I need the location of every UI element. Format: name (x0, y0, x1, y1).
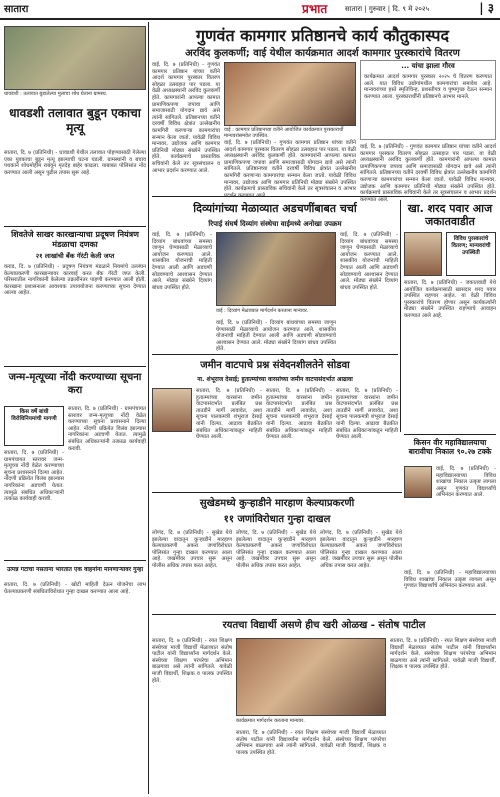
land-body: सातारा, दि. ७ (प्रतिनिधी) - हुतात्म्यांच्या वारसांना जमीन वाटपासंदर्भात प्रलंबित प्रश्न तातडीने मार्गी लावावेत, अशा सूचना पालकमंत्री शंभूराज देसाई यांनी दिल्या. आढावा बैठकीत संबंधित अधिकाऱ्यांकडून माहिती घेण्यात आली. (196, 388, 262, 441)
sukhed-body-3: लोणंद, दि. ७ (प्रतिनिधी) - सुखेड येथे झालेल्या वादातून कुऱ्हाडीने मारहाण केल्याप्रकरणी अकरा जणांविरोधात पोलिसांत गुन्हा दाखल करण्यात आला आहे. जखमींवर उपचार सुरू असून पोलीस अधिक तपास करत आहेत. (320, 530, 402, 569)
records-body: सातारा, दि. ७ (प्रतिनिधी) - ग्रामपंचायत स्तरावर जन्म-मृत्यूच्या नोंदी वेळेत करण्याच्या सूचना प्रशासनाने दिल्या आहेत. नोंदणी प्रक्रियेत विलंब झाल्यास नागरिकांना अडचणी येतात. त्यामुळे संबंधित अधिकाऱ्यांनी तत्काळ कार्यवाही करावी. (68, 406, 146, 452)
lake-body: सातारा, दि. ७ (प्रतिनिधी) - धावडशी येथील तलावात पोहण्यासाठी गेलेल्या एका युवकाचा बुडून मृत्यू झाल्याची घटना घडली. ग्रामस्थांनी व बचाव पथकाने शोधमोहीम राबवून मृतदेह बाहेर काढला. याबाबत पोलिसांत नोंद करण्यात आली असून पुढील तपास सुरू आहे. (4, 150, 146, 176)
divider (152, 614, 496, 615)
ryat-body-3: सातारा, दि. ७ (प्रतिनिधी) - रयत शिक्षण संस्थेच्या माजी विद्यार्थी मेळाव्यात संतोष पाटील यांनी विद्यार्थ्यांना मार्गदर्शन केले. संस्थेच्या शिक्षण परंपरेचा अभिमान बाळगावा असे त्यांनी सांगितले. यावेळी माजी विद्यार्थी, शिक्षक व पालक उपस्थित होते. (390, 638, 496, 671)
kisan-photo (404, 466, 432, 498)
lake-caption: धावडशी : तलावात बुडालेल्या मुलाचा शोध घेताना ग्रामस्थ. (4, 91, 108, 97)
lead-headline: गुणवंत कामगार प्रतिष्ठानचे कार्य कौतुकास्पद (195, 26, 450, 45)
divider (152, 354, 398, 355)
honorees-title: ... यांचा झाला गौरव (401, 62, 455, 70)
disabled-photo (216, 232, 336, 306)
column-rule (148, 22, 149, 794)
kisan-body-2: वाई, दि. ७ (प्रतिनिधी) - महाविद्यालयाच्या विविध शाखांचा निकाल उत्कृष्ट लागला असून गुणवंत विद्यार्थ्यांचे अभिनंदन करण्यात आले. (404, 570, 496, 590)
sukhed-subhead: ११ जणांविरोधात गुन्हा दाखल (223, 514, 331, 525)
lake-photo (4, 26, 146, 90)
column-rule (400, 200, 401, 432)
factory-headline: शिवतेजे साखर कारखान्याचा प्रदूषण नियंत्रण मंडळाचा दणका (11, 230, 139, 249)
ryat-photo (236, 638, 386, 716)
records-box-title: किस वर्षे बांधी विरोधिनियमांची मागणी (11, 409, 57, 422)
kisan-body: वाई, दि. ७ (प्रतिनिधी) - महाविद्यालयाच्या विविध शाखांचा निकाल उत्कृष्ट लागला असून गुणवंत विद्यार्थ्यांचे अभिनंदन करण्यात आले. (436, 466, 496, 499)
disabled-headline: दिव्यांगांच्या मेळाव्यात अडचणींबाबत चर्चा (193, 202, 357, 215)
sukhed-body: लोणंद, दि. ७ (प्रतिनिधी) - सुखेड येथे झालेल्या वादातून कुऱ्हाडीने मारहाण केल्याप्रकरणी अकरा जणांविरोधात पोलिसांत गुन्हा दाखल करण्यात आला आहे. जखमींवर उपचार सुरू असून पोलीस अधिक तपास करत आहेत. (152, 530, 232, 569)
land-body-2: सातारा, दि. ७ (प्रतिनिधी) - हुतात्म्यांच्या वारसांना जमीन वाटपासंदर्भात प्रलंबित प्रश्न तातडीने मार्गी लावावेत, अशा सूचना पालकमंत्री शंभूराज देसाई यांनी दिल्या. आढावा बैठकीत संबंधित अधिकाऱ्यांकडून माहिती घेण्यात आली. (266, 388, 332, 441)
land-subhead: ना. शंभूराज देसाई; हुतात्म्यांच्या वारसांच्या जमीन वाटपासंदर्भात आढावा (197, 376, 353, 383)
award-photo (224, 62, 356, 126)
pawar-headline: खा. शरद पवार आज जकातवाडीत (407, 202, 493, 228)
disabled-caption: वाई : दिव्यांग मेळाव्यात मार्गदर्शन करताना मान्यवर. (216, 308, 309, 314)
kisan-headline: किसन वीर महाविद्यालयाचा बारावीचा निकाल ९०.२७ टक्के (408, 438, 492, 456)
issue-date: सातारा | गुरुवार | दि. ९ मे २०२५ (345, 5, 430, 13)
records-body-2: सातारा, दि. ७ (प्रतिनिधी) - ग्रामपंचायत स्तरावर जन्म-मृत्यूच्या नोंदी वेळेत करण्याच्या सूचना प्रशासनाने दिल्या आहेत. नोंदणी प्रक्रियेत विलंब झाल्यास नागरिकांना अडचणी येतात. त्यामुळे संबंधित अधिकाऱ्यांनी तत्काळ कार्यवाही करावी. (4, 450, 64, 503)
honorees-body: कार्यक्रमात आदर्श कामगार पुरस्कार २०२५ चे वितरण करण्यात आले. यात विविध उद्योगांमधील कामगारांचा समावेश आहे. मान्यवरांच्या हस्ते स्मृतिचिन्ह, प्रशस्तीपत्र व पुष्पगुच्छ देऊन सन्मान करण्यात आला. पुरस्कारार्थींनी प्रतिष्ठानचे आभार मानले. (364, 74, 492, 100)
lead-body: वाई, दि. ७ (प्रतिनिधी) - गुणवंत कामगार प्रतिष्ठान यांच्या वतीने आदर्श कामगार पुरस्कार वितरण सोहळा उत्साहात पार पडला. या वेळी अध्यक्षस्थानी अरविंद कुलकर्णी होते. कामगारांनी आपल्या कामात प्रामाणिकपणा जपावा आणि समाजासाठी योगदान द्यावे असे त्यांनी सांगितले. प्रतिष्ठानच्या वतीने दरवर्षी विविध क्षेत्रांत उल्लेखनीय कामगिरी करणाऱ्या कामगारांचा सन्मान केला जातो. यावेळी विविध मान्यवर, उद्योजक आणि कामगार प्रतिनिधी मोठ्या संख्येने उपस्थित होते. कार्यक्रमाचे प्रास्ताविक सचिवांनी केले तर सूत्रसंचालन व आभार प्रदर्शन करण्यात आले. (152, 62, 220, 174)
records-headline: जन्म-मृत्यूच्या नोंदी करण्याच्या सूचना करा (8, 372, 142, 396)
disabled-body-2: वाई, दि. ७ (प्रतिनिधी) - दिव्यांग बांधवांच्या समस्या जाणून घेण्यासाठी मेळाव्याचे आयोजन करण्यात आले. शासकीय योजनांची माहिती देण्यात आली आणि अडचणी सोडवण्याचे आश्वासन देण्यात आले. मोठ्या संख्येने दिव्यांग बांधव उपस्थित होते. (216, 320, 336, 353)
factory-subhead: २१ लाखांची बँक गॅरंटी केली जप्त (35, 252, 115, 260)
lead-body-3: वाई, दि. ७ (प्रतिनिधी) - गुणवंत कामगार प्रतिष्ठान यांच्या वतीने आदर्श कामगार पुरस्कार वितरण सोहळा उत्साहात पार पडला. या वेळी अध्यक्षस्थानी अरविंद कुलकर्णी होते. कामगारांनी आपल्या कामात प्रामाणिकपणा जपावा आणि समाजासाठी योगदान द्यावे असे त्यांनी सांगितले. प्रतिष्ठानच्या वतीने दरवर्षी विविध क्षेत्रांत उल्लेखनीय कामगिरी करणाऱ्या कामगारांचा सन्मान केला जातो. यावेळी विविध मान्यवर, उद्योजक आणि कामगार प्रतिनिधी मोठ्या संख्येने उपस्थित होते. कार्यक्रमाचे प्रास्ताविक सचिवांनी केले तर सूत्रसंचालन व आभार प्रदर्शन करण्यात आले. (360, 144, 496, 203)
pawar-photo (404, 232, 442, 276)
fraud-headline: उत्पन्न गटाचा नसताना भारतात एक वाहनांना मानणाऱ्यावर गुन्हा (6, 566, 144, 573)
divider (152, 492, 402, 493)
award-caption: वाई : कामगार प्रतिष्ठानच्या वतीने आयोजित कार्यक्रमात पुरस्कारार्थी मान्यवरांसमवेत उपस्थित. (224, 127, 344, 140)
lead-subhead: अरविंद कुलकर्णी; वाई येथील कार्यक्रमात आदर्श कामगार पुरस्कारांचे वितरण (185, 48, 460, 59)
disabled-body-3: वाई, दि. ७ (प्रतिनिधी) - दिव्यांग बांधवांच्या समस्या जाणून घेण्यासाठी मेळाव्याचे आयोजन करण्यात आले. शासकीय योजनांची माहिती देण्यात आली आणि अडचणी सोडवण्याचे आश्वासन देण्यात आले. मोठ्या संख्येने दिव्यांग बांधव उपस्थित होते. (340, 232, 398, 291)
ryat-body-2: सातारा, दि. ७ (प्रतिनिधी) - रयत शिक्षण संस्थेच्या माजी विद्यार्थी मेळाव्यात संतोष पाटील यांनी विद्यार्थ्यांना मार्गदर्शन केले. संस्थेच्या शिक्षण परंपरेचा अभिमान बाळगावा असे त्यांनी सांगितले. यावेळी माजी विद्यार्थी, शिक्षक व पालक उपस्थित होते. (236, 730, 386, 756)
newspaper-logo: प्रभात (302, 2, 328, 16)
pawar-body: सातारा, दि. ७ (प्रतिनिधी) - जकातवाडी येथे आयोजित कार्यक्रमासाठी खासदार शरद पवार उपस्थित राहणार आहेत. या वेळी विविध पुरस्कारांचे वितरण होणार असून कार्यकर्त्यांनी मोठ्या संख्येने उपस्थित राहण्याचे आवाहन करण्यात आले आहे. (404, 280, 496, 319)
ryat-headline: रयतचा विद्यार्थी असणे हीच खरी ओळख - संतोष पाटील (222, 620, 426, 631)
sukhed-headline: सुखेडमध्ये कुऱ्हाडीने मारहाण केल्याप्रकरणी (199, 498, 355, 509)
land-photo (152, 388, 192, 432)
divider (152, 196, 496, 197)
land-headline: जमीन वाटपाचे प्रश्न संवेदनशीलतेने सोडवा (200, 360, 350, 371)
land-body-3: सातारा, दि. ७ (प्रतिनिधी) - हुतात्म्यांच्या वारसांना जमीन वाटपासंदर्भात प्रलंबित प्रश्न तातडीने मार्गी लावावेत, अशा सूचना पालकमंत्री शंभूराज देसाई यांनी दिल्या. आढावा बैठकीत संबंधित अधिकाऱ्यांकडून माहिती घेण्यात आली. (336, 388, 398, 441)
pawar-box-title: विविध पुरस्कारांचे वितरण; मान्यवरांची उपस्थिती (451, 236, 491, 256)
sukhed-body-2: लोणंद, दि. ७ (प्रतिनिधी) - सुखेड येथे झालेल्या वादातून कुऱ्हाडीने मारहाण केल्याप्रकरणी अकरा जणांविरोधात पोलिसांत गुन्हा दाखल करण्यात आला आहे. जखमींवर उपचार सुरू असून पोलीस अधिक तपास करत आहेत. (236, 530, 316, 569)
ryat-caption: कार्यक्रमात मार्गदर्शन करताना मान्यवर. (236, 718, 305, 724)
masthead (0, 0, 500, 20)
factory-body: कराड, दि. ७ (प्रतिनिधी) - प्रदूषण नियंत्रण मंडळाने नियमांचे उल्लंघन केल्याप्रकरणी कारखान्यावर कारवाई करत बँक गॅरंटी जप्त केली. परिसरातील नागरिकांनी केलेल्या तक्रारींनंतर पाहणी करण्यात आली होती. कारखाना प्रशासनाला आवश्यक उपाययोजना करण्याच्या सूचना देण्यात आल्या आहेत. (4, 264, 146, 297)
lake-headline: धावडशी तलावात बुडून एकाचा मृत्यू (9, 106, 141, 135)
disabled-body: वाई, दि. ७ (प्रतिनिधी) - दिव्यांग बांधवांच्या समस्या जाणून घेण्यासाठी मेळाव्याचे आयोजन करण्यात आले. शासकीय योजनांची माहिती देण्यात आली आणि अडचणी सोडवण्याचे आश्वासन देण्यात आले. मोठ्या संख्येने दिव्यांग बांधव उपस्थित होते. (152, 232, 212, 291)
divider (4, 226, 146, 227)
fraud-body: सातारा, दि. ७ (प्रतिनिधी) - खोटी माहिती देऊन योजनेचा लाभ घेतल्याप्रकरणी संबंधितांविरोधात गुन्हा दाखल करण्यात आला आहे. (4, 582, 146, 595)
disabled-subhead: रिपाई संघर्ष दिव्यांग संस्थेचा वाईमध्ये अनोखा उपक्रम (208, 220, 342, 228)
divider (4, 560, 146, 561)
divider (4, 366, 146, 367)
section-name: सातारा (4, 4, 29, 15)
lead-body-2: वाई, दि. ७ (प्रतिनिधी) - गुणवंत कामगार प्रतिष्ठान यांच्या वतीने आदर्श कामगार पुरस्कार वितरण सोहळा उत्साहात पार पडला. या वेळी अध्यक्षस्थानी अरविंद कुलकर्णी होते. कामगारांनी आपल्या कामात प्रामाणिकपणा जपावा आणि समाजासाठी योगदान द्यावे असे त्यांनी सांगितले. प्रतिष्ठानच्या वतीने दरवर्षी विविध क्षेत्रांत उल्लेखनीय कामगिरी करणाऱ्या कामगारांचा सन्मान केला जातो. यावेळी विविध मान्यवर, उद्योजक आणि कामगार प्रतिनिधी मोठ्या संख्येने उपस्थित होते. कार्यक्रमाचे प्रास्ताविक सचिवांनी केले तर सूत्रसंचालन व आभार (224, 140, 356, 193)
page-number: | ३ (479, 1, 494, 15)
ryat-body: सातारा, दि. ७ (प्रतिनिधी) - रयत शिक्षण संस्थेच्या माजी विद्यार्थी मेळाव्यात संतोष पाटील यांनी विद्यार्थ्यांना मार्गदर्शन केले. संस्थेच्या शिक्षण परंपरेचा अभिमान बाळगावा असे त्यांनी सांगितले. यावेळी माजी विद्यार्थी, शिक्षक व पालक उपस्थित होते. (152, 638, 232, 684)
divider (404, 434, 496, 435)
